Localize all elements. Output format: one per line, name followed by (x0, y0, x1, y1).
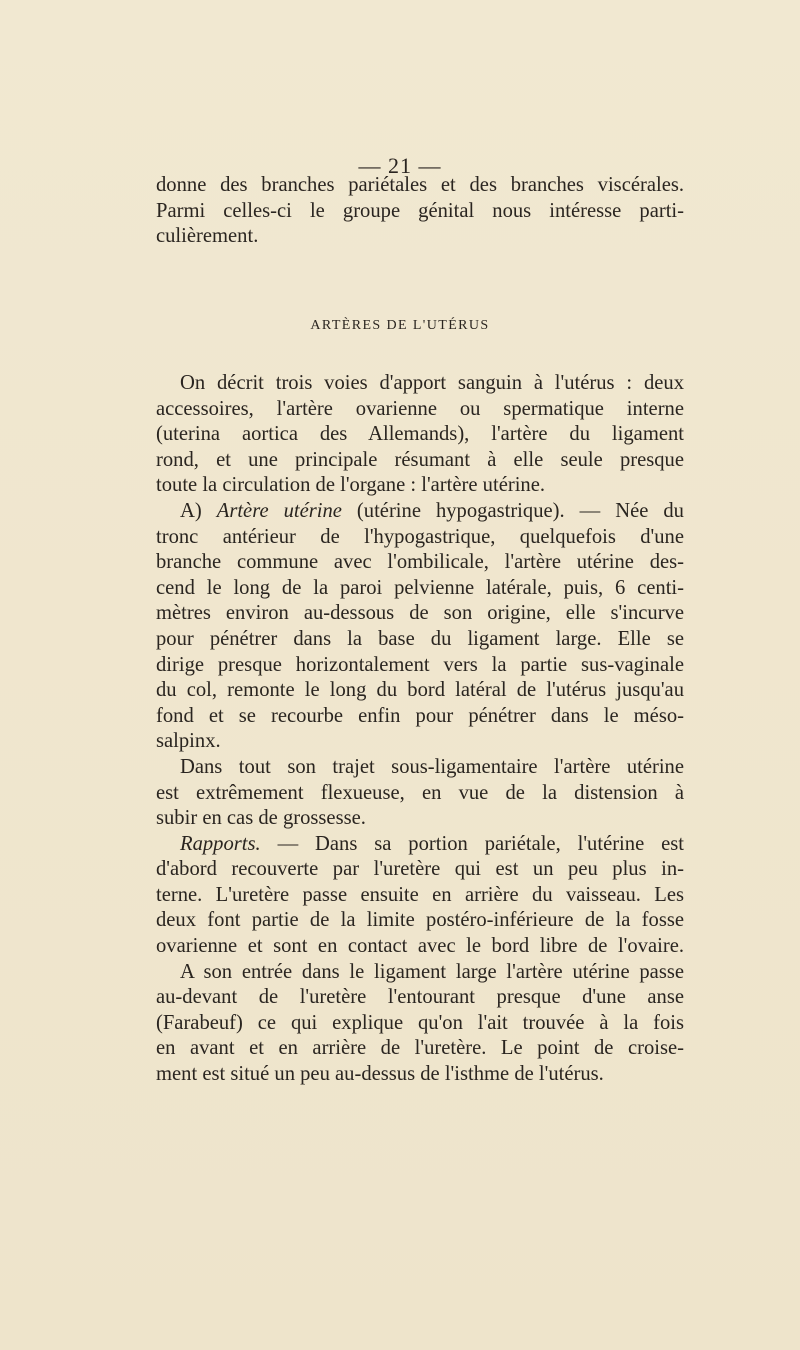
text-line (156, 704, 684, 730)
text-content: mètres environ au-dessous de son origine, elle s'incurve (156, 602, 684, 625)
text-content: (Farabeuf) ce qui explique qu'on l'ait trouvée à la fois (156, 1011, 684, 1034)
text-content: en avant et en arrière de l'uretère. Le point de croise- (156, 1037, 684, 1060)
text-content: cend le long de la paroi pelvienne latérale, puis, 6 centi- (156, 576, 684, 599)
page-number: — 21 — (358, 153, 442, 178)
body-text (156, 371, 684, 1088)
italic-term: Artère utérine (216, 499, 342, 522)
text-line (156, 653, 684, 679)
text-content: — Dans sa portion pariétale, l'utérine est (260, 832, 684, 855)
text-content: tronc antérieur de l'hypogastrique, quelquefois d'une (156, 525, 684, 548)
text-line: donne des branches pariétales et des branches viscérales. (156, 174, 684, 196)
intro-paragraph (156, 173, 684, 250)
text-line (156, 371, 684, 397)
text-content: (uterina aortica des Allemands), l'artère du ligament (156, 423, 684, 446)
text-content: pour pénétrer dans la base du ligament large. Elle se (156, 627, 684, 650)
text-line (156, 422, 684, 448)
text-content: salpinx. (156, 730, 221, 753)
text-line (156, 806, 684, 832)
italic-term: Rapports. (180, 832, 261, 855)
text-line (156, 729, 684, 755)
text-line (156, 1036, 684, 1062)
text-content: ment est situé un peu au-dessus de l'isthme de l'utérus. (156, 1063, 604, 1086)
text-content: terne. L'uretère passe ensuite en arrière du vaisseau. Les (156, 883, 684, 906)
text-line (156, 960, 684, 986)
text-content: du col, remonte le long du bord latéral de l'utérus jusqu'au (156, 679, 684, 702)
text-content: branche commune avec l'ombilicale, l'artère utérine des- (156, 551, 684, 574)
text-line (156, 1011, 684, 1037)
text-line (156, 908, 684, 934)
text-prefix: A) (180, 499, 217, 522)
text-content: deux font partie de la limite postéro-inférieure de la fosse (156, 909, 684, 932)
text-line (156, 576, 684, 602)
text-content: (utérine hypogastrique). — Née du (341, 499, 684, 522)
text-content: dirige presque horizontalement vers la partie sus-vaginale (156, 653, 684, 676)
text-line (156, 525, 684, 551)
text-content: accessoires, l'artère ovarienne ou spermatique interne (156, 397, 684, 420)
text-content: est extrêmement flexueuse, en vue de la distension à (156, 781, 684, 804)
text-line (156, 499, 684, 525)
text-content: A son entrée dans le ligament large l'artère utérine passe (180, 960, 684, 983)
text-line (156, 934, 684, 960)
text-content: On décrit trois voies d'apport sanguin à l'utérus : deux (180, 372, 684, 394)
text-line: Parmi celles-ci le groupe génital nous intéresse parti- (156, 199, 684, 222)
text-line (156, 1062, 684, 1088)
text-content: Dans tout son trajet sous-ligamentaire l'artère utérine (180, 755, 684, 778)
text-line (156, 832, 684, 858)
text-line (156, 601, 684, 627)
text-line: culièrement. (156, 225, 259, 248)
section-heading: ARTÈRES DE L'UTÉRUS (310, 318, 490, 333)
text-content: ovarienne et sont en contact avec le bord libre de l'ovaire. (156, 935, 684, 958)
text-line (156, 781, 684, 807)
text-line (156, 678, 684, 704)
text-line (156, 448, 684, 474)
text-content: au-devant de l'uretère l'entourant presque d'une anse (156, 986, 684, 1009)
text-content: rond, et une principale résumant à elle seule presque (156, 448, 684, 471)
text-content: d'abord recouverte par l'uretère qui est un peu plus in- (156, 858, 684, 881)
text-line (156, 755, 684, 781)
text-line (156, 473, 684, 499)
text-line (156, 857, 684, 883)
text-content: toute la circulation de l'organe : l'artère utérine. (156, 474, 545, 497)
text-line (156, 883, 684, 909)
text-content: subir en cas de grossesse. (156, 807, 366, 830)
text-line (156, 397, 684, 423)
text-line (156, 627, 684, 653)
text-line (156, 985, 684, 1011)
text-content: fond et se recourbe enfin pour pénétrer dans le méso- (156, 704, 684, 727)
text-line (156, 550, 684, 576)
